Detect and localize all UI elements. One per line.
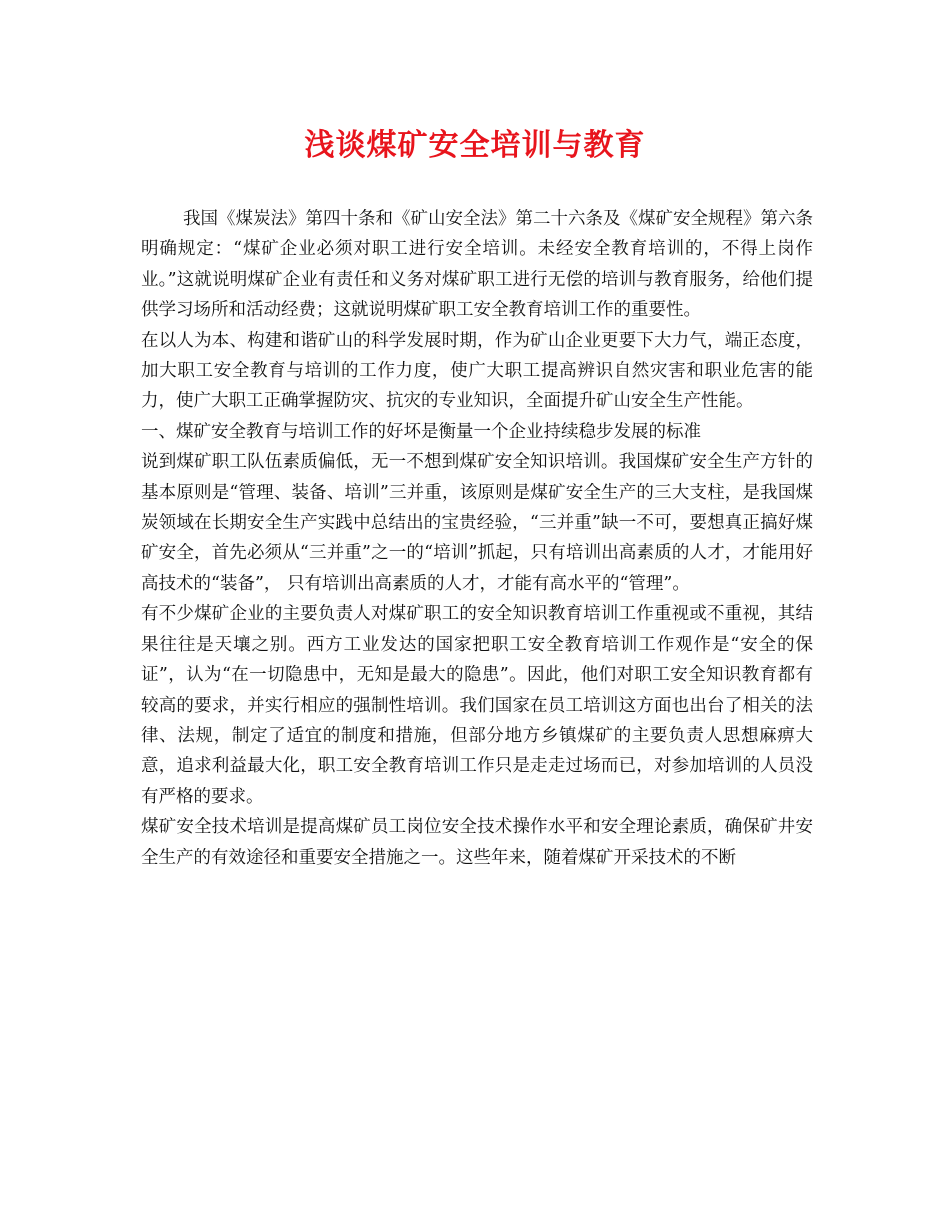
paragraph-leadership-attitude: 有不少煤矿企业的主要负责人对煤矿职工的安全知识教育培训工作重视或不重视，其结果往往是天壤之别。西方工业发达的国家把职工安全教育培训工作观作是“安全的保证”，认为“在一切隐患中，无知是最大的隐患”。因此，他们对职工安全知识教育都有较高的要求，并实行相应的强制性培训。我们国家在员工培训这方面也出台了相关的法律、法规，制定了适宜的制度和措施，但部分地方乡镇煤矿的主要负责人思想麻痹大意，追求利益最大化，职工安全教育培训工作只是走走过场而已，对参加培训的人员没有严格的要求。 xyxy=(141,604,813,807)
section-heading-1: 一、煤矿安全教育与培训工作的好坏是衡量一个企业持续稳步发展的标准 xyxy=(141,421,701,442)
document-title: 浅谈煤矿安全培训与教育 xyxy=(304,128,646,163)
paragraph-people-oriented: 在以人为本、构建和谐矿山的科学发展时期，作为矿山企业更要下大力气，端正态度，加大职工安全教育与培训的工作力度，使广大职工提高辨识自然灾害和职业危害的能力，使广大职工正确掌握防灾、抗灾的专业知识，全面提升矿山安全生产性能。 xyxy=(141,330,813,412)
paragraph-three-pillars: 说到煤矿职工队伍素质偏低，无一不想到煤矿安全知识培训。我国煤矿安全生产方针的基本原则是“管理、装备、培训”三并重，该原则是煤矿安全生产的三大支柱，是我国煤炭领域在长期安全生产实践中总结出的宝贵经验，“三并重”缺一不可，要想真正搞好煤矿安全，首先必须从“三并重”之一的“培训”抓起，只有培训出高素质的人才，才能用好高技术的“装备”， 只有培训出高素质的人才，才能有高水平的“管理”。 xyxy=(141,452,813,594)
document-body xyxy=(141,204,813,873)
paragraph-technical-training: 煤矿安全技术培训是提高煤矿员工岗位安全技术操作水平和安全理论素质，确保矿井安全生产的有效途径和重要安全措施之一。这些年来，随着煤矿开采技术的不断 xyxy=(141,817,813,868)
paragraph-legal-basis: 我国《煤炭法》第四十条和《矿山安全法》第二十六条及《煤矿安全规程》第六条明确规定：“煤矿企业必须对职工进行安全培训。未经安全教育培训的，不得上岗作业。”这就说明煤矿企业有责任和义务对煤矿职工进行无偿的培训与教育服务，给他们提供学习场所和活动经费；这就说明煤矿职工安全教育培训工作的重要性。 xyxy=(141,209,813,321)
